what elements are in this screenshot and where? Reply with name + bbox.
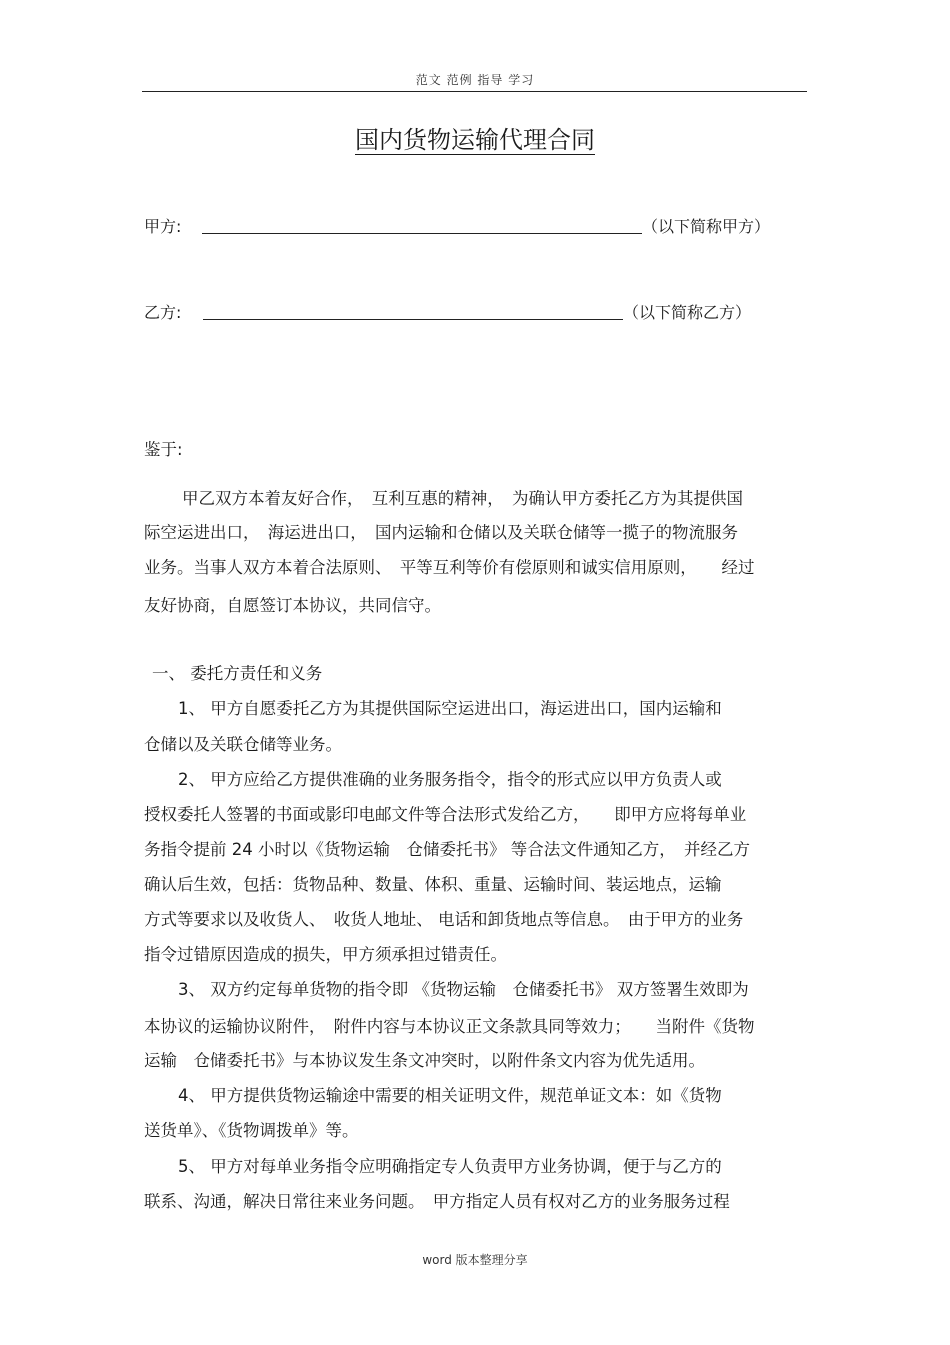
page-header: 范文 范例 指导 学习: [415, 73, 535, 87]
page-footer: word 版本整理分享: [422, 1253, 528, 1267]
party-b-fill-line: [203, 319, 623, 320]
clause-line: 5、 甲方对每单业务指令应明确指定专人负责甲方业务协调，便于与乙方的: [178, 1157, 722, 1176]
party-a-label: 甲方:: [144, 217, 182, 236]
party-a-suffix: （以下简称甲方）: [642, 217, 771, 236]
whereas-heading: 鉴于:: [144, 440, 183, 459]
clause-line: 3、 双方约定每单货物的指令即 《货物运输 仓储委托书》 双方签署生效即为: [178, 980, 749, 999]
clause-line: 送货单》、《货物调拨单》等。: [144, 1121, 359, 1140]
clause-line: 4、 甲方提供货物运输途中需要的相关证明文件，规范单证文本：如《货物: [178, 1086, 722, 1105]
clause-line: 运输 仓储委托书》与本协议发生条文冲突时，以附件条文内容为优先适用。: [144, 1051, 705, 1070]
party-b-label: 乙方:: [144, 303, 182, 322]
clause-line: 指令过错原因造成的损失，甲方须承担过错责任。: [144, 945, 507, 964]
party-a-fill-line: [202, 233, 642, 234]
clause-line: 确认后生效，包括：货物品种、数量、体积、重量、运输时间、装运地点，运输: [144, 875, 722, 894]
section-heading: 一、 委托方责任和义务: [152, 664, 323, 683]
header-divider: [142, 91, 807, 92]
document-title-text: 国内货物运输代理合同: [355, 126, 595, 154]
clause-line: 方式等要求以及收货人、 收货人地址、 电话和卸货地点等信息。 由于甲方的业务: [144, 910, 744, 929]
clause-line: 1、 甲方自愿委托乙方为其提供国际空运进出口，海运进出口，国内运输和: [178, 699, 722, 718]
clause-line: 仓储以及关联仓储等业务。: [144, 735, 342, 754]
clause-line: 授权委托人签署的书面或影印电邮文件等合法形式发给乙方， 即甲方应将每单业: [144, 805, 747, 824]
intro-line: 业务。当事人双方本着合法原则、 平等互利等价有偿原则和诚实信用原则， 经过: [144, 558, 755, 577]
document-title: [0, 120, 950, 155]
intro-line: 友好协商，自愿签订本协议，共同信守。: [144, 596, 441, 615]
intro-line: 甲乙双方本着友好合作， 互利互惠的精神， 为确认甲方委托乙方为其提供国: [182, 489, 743, 508]
clause-line: 联系、沟通，解决日常往来业务问题。 甲方指定人员有权对乙方的业务服务过程: [144, 1192, 730, 1211]
clause-line: 本协议的运输协议附件， 附件内容与本协议正文条款具同等效力； 当附件《货物: [144, 1017, 755, 1036]
party-b-suffix: （以下简称乙方）: [623, 303, 752, 322]
clause-line: 务指令提前 24 小时以《货物运输 仓储委托书》 等合法文件通知乙方， 并经乙方: [144, 840, 750, 859]
clause-line: 2、 甲方应给乙方提供准确的业务服务指令，指令的形式应以甲方负责人或: [178, 770, 722, 789]
intro-line: 际空运进出口， 海运进出口， 国内运输和仓储以及关联仓储等一揽子的物流服务: [144, 523, 738, 542]
